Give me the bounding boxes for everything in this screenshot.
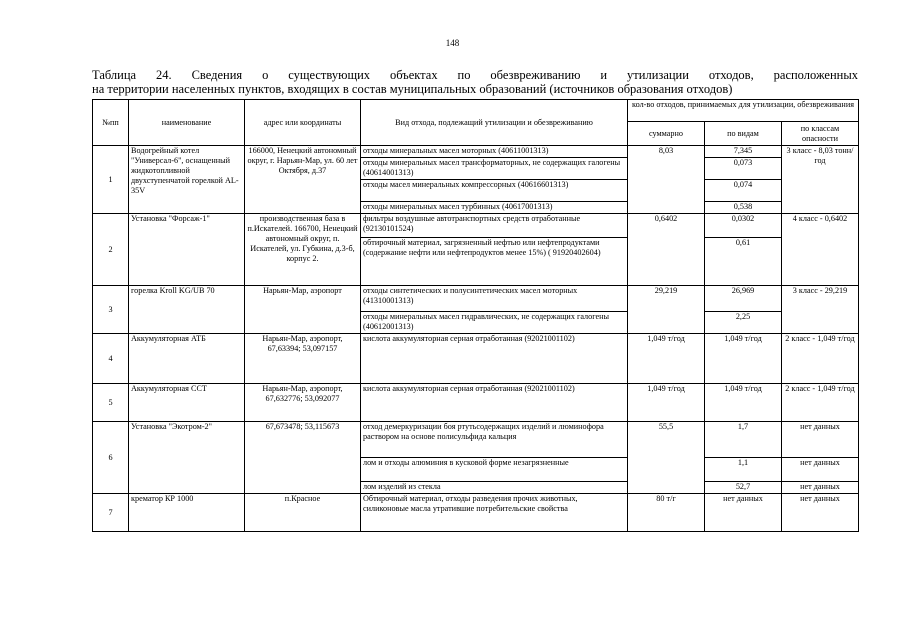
header-address: адрес или координаты bbox=[245, 100, 361, 146]
row-number: 4 bbox=[93, 334, 129, 384]
quantity-by-class: 4 класс - 0,6402 bbox=[782, 214, 859, 286]
waste-type: кислота аккумуляторная серная отработанная (92021001102) bbox=[361, 334, 628, 384]
table-row bbox=[93, 494, 859, 532]
quantity-by-type: 52,7 bbox=[705, 482, 782, 494]
total-quantity: 8,03 bbox=[628, 146, 705, 214]
facility-address: 67,673478; 53,115673 bbox=[245, 422, 361, 494]
caption-line-2: на территории населенных пунктов, входящих в состав муниципальных образований (источников образования отходов) bbox=[92, 82, 733, 96]
table-row bbox=[93, 286, 859, 312]
quantity-by-type: 26,969 bbox=[705, 286, 782, 312]
table-row bbox=[93, 214, 859, 238]
table-row bbox=[93, 384, 859, 422]
facility-address: Нарьян-Мар, аэропорт bbox=[245, 286, 361, 334]
facility-name: Водогрейный котел "Универсал-6", оснащенный жидкотопливной двухступенчатой горелкой AL-35V bbox=[129, 146, 245, 214]
facility-address: 166000, Ненецкий автономный округ, г. Нарьян-Мар, ул. 60 лет Октября, д.37 bbox=[245, 146, 361, 214]
quantity-by-type: 1,7 bbox=[705, 422, 782, 458]
row-number: 5 bbox=[93, 384, 129, 422]
header-quantity-group: кол-во отходов, принимаемых для утилизации, обезвреживания bbox=[628, 100, 859, 122]
row-number: 1 bbox=[93, 146, 129, 214]
waste-type: отходы синтетических и полусинтетических масел моторных (41310001313) bbox=[361, 286, 628, 312]
total-quantity: 55,5 bbox=[628, 422, 705, 494]
waste-type: отходы минеральных масел турбинных (40617001313) bbox=[361, 202, 628, 214]
quantity-by-class: 2 класс - 1,049 т/год bbox=[782, 334, 859, 384]
header-waste: Вид отхода, подлежащий утилизации и обезвреживанию bbox=[361, 100, 628, 146]
total-quantity: 1,049 т/год bbox=[628, 384, 705, 422]
quantity-by-type: 0,538 bbox=[705, 202, 782, 214]
table-caption bbox=[92, 68, 858, 96]
header-by-type: по видам bbox=[705, 122, 782, 146]
quantity-by-type: 1,1 bbox=[705, 458, 782, 482]
quantity-by-type: нет данных bbox=[705, 494, 782, 532]
table-row bbox=[93, 422, 859, 458]
quantity-by-type: 0,073 bbox=[705, 158, 782, 180]
quantity-by-type: 1,049 т/год bbox=[705, 384, 782, 422]
facility-name: Установка "Экотром-2" bbox=[129, 422, 245, 494]
waste-type: фильтры воздушные автотранспортных средств отработанные (92130101524) bbox=[361, 214, 628, 238]
facility-name: Установка "Форсаж-1" bbox=[129, 214, 245, 286]
row-number: 3 bbox=[93, 286, 129, 334]
header-num: №пп bbox=[93, 100, 129, 146]
header-by-class: по классам опасности bbox=[782, 122, 859, 146]
waste-type: Обтирочный материал, отходы разведения прочих животных, силиконовые масла утратившие потребительские свойства bbox=[361, 494, 628, 532]
quantity-by-class: нет данных bbox=[782, 458, 859, 482]
quantity-by-class: нет данных bbox=[782, 494, 859, 532]
waste-type: лом и отходы алюминия в кусковой форме незагрязненные bbox=[361, 458, 628, 482]
waste-facilities-table bbox=[92, 99, 859, 532]
row-number: 2 bbox=[93, 214, 129, 286]
quantity-by-type: 7,345 bbox=[705, 146, 782, 158]
quantity-by-type: 2,25 bbox=[705, 312, 782, 334]
waste-type: отходы минеральных масел трансформаторных, не содержащих галогены (40614001313) bbox=[361, 158, 628, 180]
row-number: 7 bbox=[93, 494, 129, 532]
facility-address: п.Красное bbox=[245, 494, 361, 532]
quantity-by-class: 2 класс - 1,049 т/год bbox=[782, 384, 859, 422]
waste-type: отходы масел минеральных компрессорных (40616601313) bbox=[361, 180, 628, 202]
quantity-by-class: нет данных bbox=[782, 422, 859, 458]
row-number: 6 bbox=[93, 422, 129, 494]
waste-type: кислота аккумуляторная серная отработанная (92021001102) bbox=[361, 384, 628, 422]
total-quantity: 29,219 bbox=[628, 286, 705, 334]
quantity-by-type: 0,61 bbox=[705, 238, 782, 286]
waste-type: отход демеркуризации боя ртутьсодержащих изделий и люминофора раствором на основе полисульфида кальция bbox=[361, 422, 628, 458]
facility-name: крематор КР 1000 bbox=[129, 494, 245, 532]
waste-type: отходы минеральных масел гидравлических, не содержащих галогены (40612001313) bbox=[361, 312, 628, 334]
facility-name: горелка Kroll KG/UB 70 bbox=[129, 286, 245, 334]
waste-type: обтирочный материал, загрязненный нефтью или нефтепродуктами (содержание нефти или нефтепродуктов менее 15%) ( 91920402604) bbox=[361, 238, 628, 286]
facility-name: Аккумуляторная АТБ bbox=[129, 334, 245, 384]
quantity-by-type: 0,074 bbox=[705, 180, 782, 202]
table-row bbox=[93, 334, 859, 384]
quantity-by-class: нет данных bbox=[782, 482, 859, 494]
quantity-by-class: 3 класс - 29,219 bbox=[782, 286, 859, 334]
header-name: наименование bbox=[129, 100, 245, 146]
waste-type: лом изделий из стекла bbox=[361, 482, 628, 494]
total-quantity: 80 т/г bbox=[628, 494, 705, 532]
quantity-by-type: 1,049 т/год bbox=[705, 334, 782, 384]
facility-name: Аккумуляторная ССТ bbox=[129, 384, 245, 422]
waste-type: отходы минеральных масел моторных (40611001313) bbox=[361, 146, 628, 158]
header-total: суммарно bbox=[628, 122, 705, 146]
total-quantity: 1,049 т/год bbox=[628, 334, 705, 384]
facility-address: производственная база в п.Искателей. 166700, Ненецкий автономный округ, п. Искателей, ул. Губкина, д.3-б, корпус 2. bbox=[245, 214, 361, 286]
caption-line-1: Таблица 24. Сведения о существующих объектах по обезвреживанию и утилизации отходов, расположенных bbox=[92, 68, 858, 82]
quantity-by-class: 3 класс - 8,03 тонн/год bbox=[782, 146, 859, 214]
table-row bbox=[93, 146, 859, 158]
total-quantity: 0,6402 bbox=[628, 214, 705, 286]
facility-address: Нарьян-Мар, аэропорт, 67,632776; 53,092077 bbox=[245, 384, 361, 422]
page-number: 148 bbox=[445, 38, 460, 48]
quantity-by-type: 0,0302 bbox=[705, 214, 782, 238]
facility-address: Нарьян-Мар, аэропорт, 67,63394; 53,097157 bbox=[245, 334, 361, 384]
